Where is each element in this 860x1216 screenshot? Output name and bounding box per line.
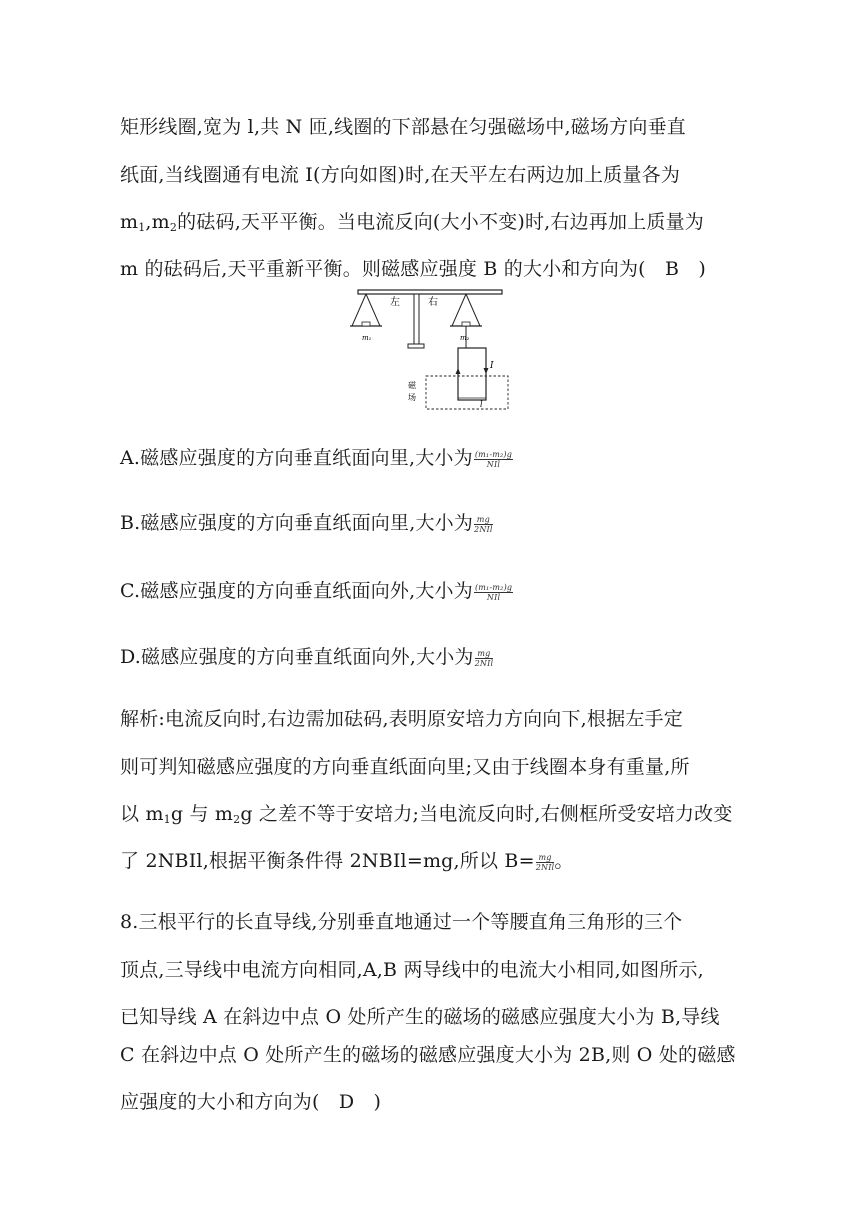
option-b-text: B.磁感应强度的方向垂直纸面向里,大小为 (120, 512, 474, 534)
analysis-line-4-text: 了 2NBIl,根据平衡条件得 2NBIl=mg,所以 B= (120, 850, 535, 872)
option-d-fraction (475, 649, 494, 668)
problem8-line-3: 已知导线 A 在斜边中点 O 处所产生的磁场的磁感应强度大小为 B,导线 (120, 1006, 720, 1028)
problem7-line-3 (120, 207, 704, 234)
right-pan-string-1 (452, 294, 466, 326)
balance-post (414, 294, 419, 346)
current-arrow-up-icon (456, 368, 461, 374)
balance-base (408, 344, 424, 348)
option-d-numerator: mg (475, 649, 494, 659)
option-a (120, 443, 513, 470)
option-a-text: A.磁感应强度的方向垂直纸面向里,大小为 (120, 447, 473, 469)
m1-label: m₁ (362, 334, 372, 342)
problem7-line-2: 纸面,当线圈通有电流 I(方向如图)时,在天平左右两边加上质量各为 (120, 164, 681, 186)
m2-symbol: m (151, 211, 170, 233)
current-label: I (490, 361, 494, 371)
analysis-line-1: 解析:电流反向时,右边需加砝码,表明原安培力方向向下,根据左手定 (120, 708, 683, 730)
analysis-line-3-a: 以 m (120, 803, 164, 825)
option-c-denominator: NIl (486, 592, 501, 602)
analysis-line-4-end: 。 (554, 850, 574, 872)
right-label: 右 (428, 297, 438, 308)
problem8-line-2: 顶点,三导线中电流方向相同,A,B 两导线中的电流大小相同,如图所示, (120, 959, 704, 981)
field-label-2: 场 (408, 393, 416, 402)
m2-subscript: 2 (169, 221, 178, 234)
analysis-line-3-sub2: 2 (233, 813, 241, 826)
analysis-fraction (536, 853, 555, 872)
m1-subscript: 1 (138, 221, 146, 234)
option-a-denominator: NIl (486, 459, 501, 469)
left-weight (362, 322, 370, 326)
problem7-line-3-text: 的砝码,天平平衡。当电流反向(大小不变)时,右边再加上质量为 (177, 211, 704, 233)
problem7-line-4: m 的砝码后,天平重新平衡。则磁感应强度 B 的大小和方向为( B ) (120, 258, 706, 280)
option-c-numerator: (m₁-m₂)g (474, 582, 513, 592)
option-b-fraction (474, 515, 493, 534)
option-b (120, 508, 493, 535)
right-weight (462, 322, 470, 326)
analysis-denominator: 2NIl (535, 862, 555, 872)
balance-beam (358, 290, 502, 294)
option-c-text: C.磁感应强度的方向垂直纸面向外,大小为 (120, 580, 473, 602)
option-b-denominator: 2NIl (474, 524, 493, 534)
analysis-line-2: 则可判知磁感应强度的方向垂直纸面向里;又由于线圈本身有重量,所 (120, 756, 690, 778)
problem7-line-1: 矩形线圈,宽为 l,共 N 匝,线圈的下部悬在匀强磁场中,磁场方向垂直 (120, 116, 686, 138)
m1-symbol: m (120, 211, 139, 233)
option-d-denominator: 2NIl (474, 658, 494, 668)
left-label: 左 (390, 297, 400, 308)
coil (458, 348, 486, 400)
option-c-fraction (474, 583, 513, 602)
option-a-fraction (474, 450, 513, 469)
balance-diagram-svg (340, 286, 520, 416)
comma: , (145, 211, 152, 233)
option-d-text: D.磁感应强度的方向垂直纸面向外,大小为 (120, 646, 474, 668)
analysis-line-3-sub1: 1 (163, 813, 171, 826)
current-arrow-down-icon (484, 368, 489, 374)
analysis-line-4 (120, 846, 574, 873)
option-d (120, 642, 493, 669)
m2-label: m₂ (460, 334, 470, 342)
analysis-line-3-e: g 之差不等于安培力;当电流反向时,右侧框所受安培力改变 (240, 803, 733, 825)
left-pan-string-1 (352, 294, 366, 326)
analysis-line-3 (120, 799, 733, 826)
option-b-numerator: mg (474, 515, 493, 525)
problem8-line-1: 8.三根平行的长直导线,分别垂直地通过一个等腰直角三角形的三个 (120, 911, 683, 933)
balance-diagram (340, 286, 520, 416)
magnetic-field-region (426, 376, 508, 409)
right-pan-string-2 (466, 294, 480, 326)
width-label: l (480, 400, 483, 409)
field-label-1: 磁 (408, 381, 416, 390)
analysis-line-3-c: g 与 m (170, 803, 234, 825)
left-pan-string-2 (366, 294, 380, 326)
analysis-numerator: mg (536, 853, 555, 863)
option-c (120, 576, 513, 603)
problem8-line-5: 应强度的大小和方向为( D ) (120, 1091, 382, 1113)
problem8-line-4: C 在斜边中点 O 处所产生的磁场的磁感应强度大小为 2B,则 O 处的磁感 (120, 1044, 736, 1066)
option-a-numerator: (m₁-m₂)g (474, 449, 513, 459)
